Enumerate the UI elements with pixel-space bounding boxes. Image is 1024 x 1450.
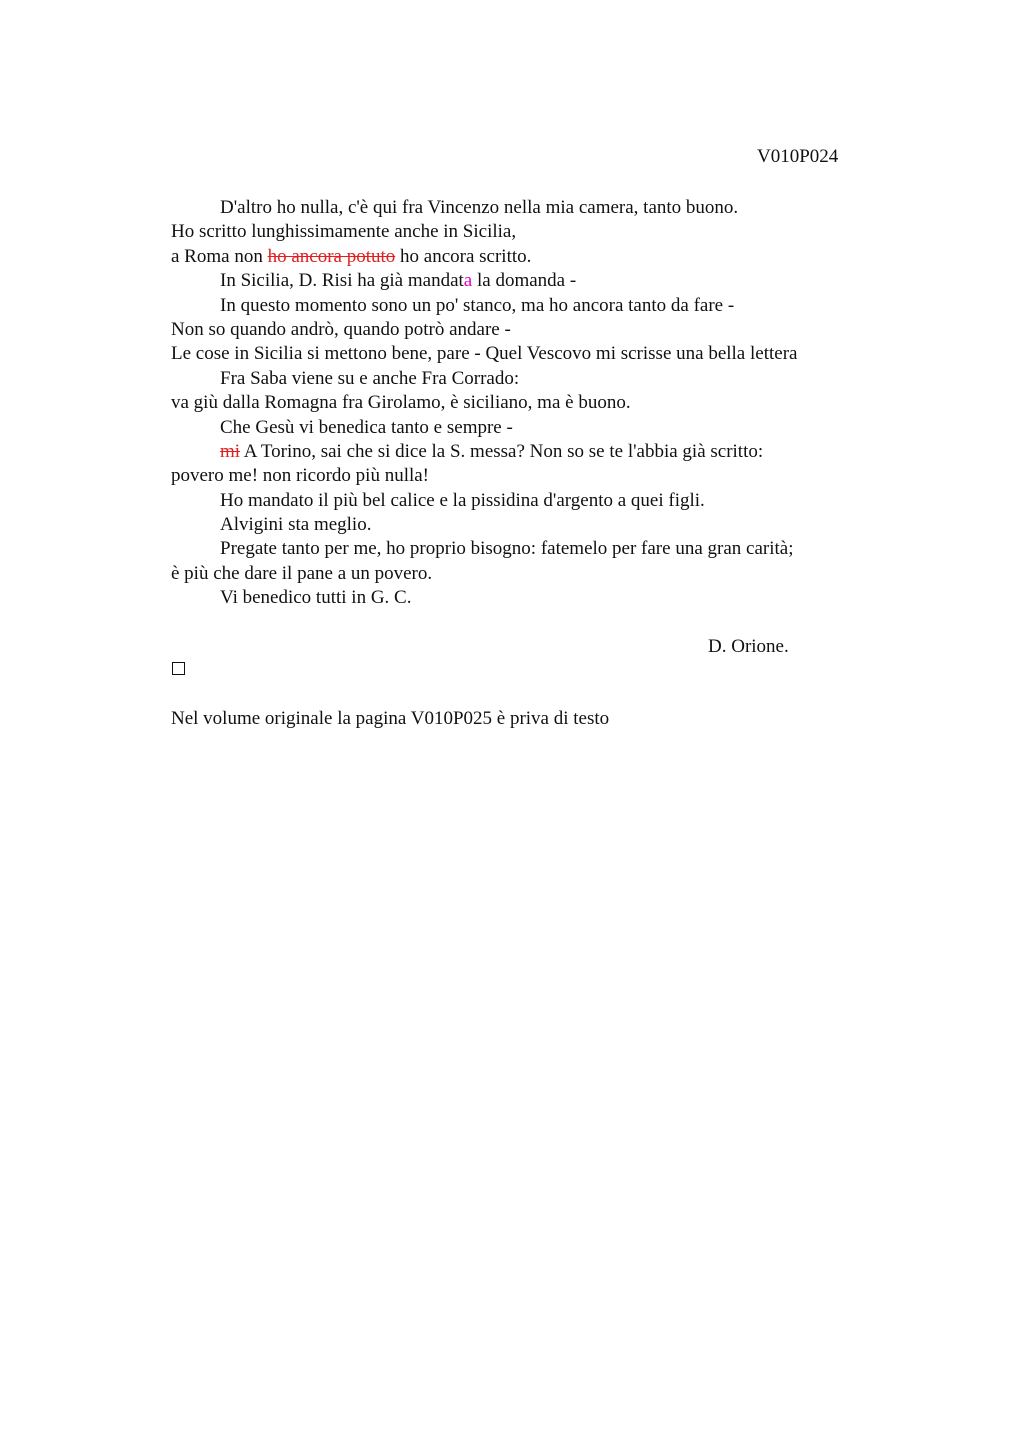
line-text: ho ancora scritto. [395,245,532,267]
text-line [171,342,871,366]
text-line [171,196,871,220]
line-text: Ho scritto lunghissimamente anche in Sicilia, [171,221,517,243]
text-line [171,537,871,561]
text-line [171,269,871,293]
text-line [171,391,871,415]
letter-body [171,196,871,611]
line-text: Ho mandato il più bel calice e la pissidina d'argento a quei figli. [220,489,705,511]
deleted-text: ho ancora potuto [267,245,396,267]
signature: D. Orione. [708,636,789,657]
text-line [171,318,871,342]
line-text: A Torino, sai che si dice la S. messa? Non so se te l'abbia già scritto: [240,440,764,462]
inserted-text: a [463,270,473,292]
line-text: è più che dare il pane a un povero. [171,562,433,584]
text-line [171,464,871,488]
text-line [171,440,871,464]
text-line [171,294,871,318]
line-text: In Sicilia, D. Risi ha già mandat [220,270,464,292]
deleted-text: mi [220,440,241,462]
empty-box-icon [172,662,185,675]
line-text: In questo momento sono un po' stanco, ma ho ancora tanto da fare - [220,294,735,316]
editorial-note: Nel volume originale la pagina V010P025 è priva di testo [171,708,610,729]
line-text: a Roma non [171,245,268,267]
line-text: Alvigini sta meglio. [220,514,372,536]
text-line [171,220,871,244]
line-text: Non so quando andrò, quando potrò andare - [171,318,511,340]
text-line [171,367,871,391]
text-line [171,489,871,513]
line-text: Fra Saba viene su e anche Fra Corrado: [220,367,520,389]
line-text: va giù dalla Romagna fra Girolamo, è siciliano, ma è buono. [171,392,631,414]
page-id: V010P024 [757,146,839,167]
text-line [171,562,871,586]
line-text: Che Gesù vi benedica tanto e sempre - [220,416,513,438]
line-text: Vi benedico tutti in G. C. [220,587,412,609]
text-line [171,586,871,610]
text-line [171,416,871,440]
text-line [171,513,871,537]
text-line [171,245,871,269]
line-text: povero me! non ricordo più nulla! [171,465,430,487]
line-text: D'altro ho nulla, c'è qui fra Vincenzo nella mia camera, tanto buono. [220,197,739,218]
line-text: Pregate tanto per me, ho proprio bisogno: fatemelo per fare una gran carità; [220,538,794,560]
line-text: la domanda - [472,270,577,292]
line-text: Le cose in Sicilia si mettono bene, pare - Quel Vescovo mi scrisse una bella lettera [171,343,798,365]
